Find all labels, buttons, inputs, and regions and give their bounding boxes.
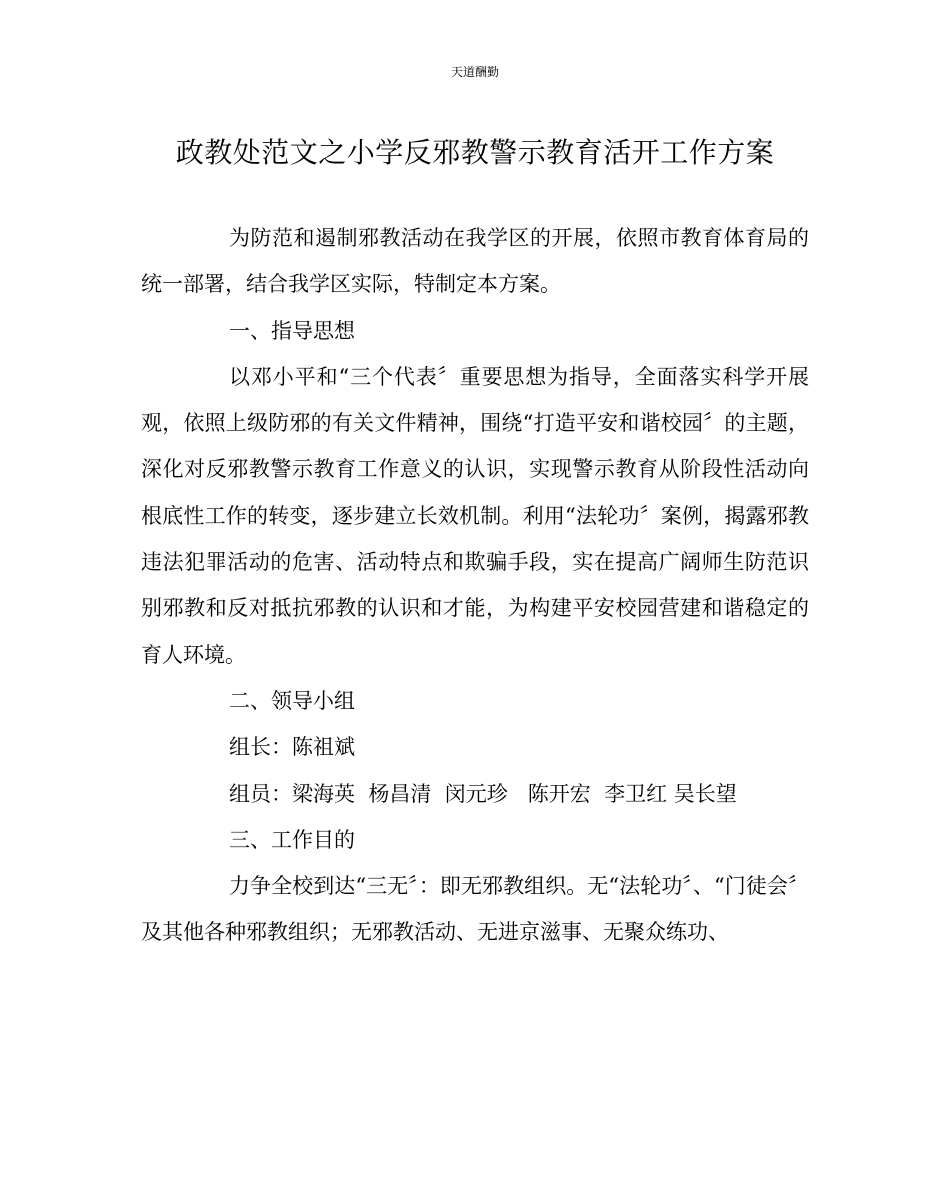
section-heading-leadership-group: 二、领导小组 xyxy=(229,688,355,713)
paragraph-guiding-ideology: 以邓小平和“三个代表〞重要思想为指导，全面落实科学开展观，依照上级防邪的有关文件精神，围绕“打造平安和谐校园〞的主题，深化对反邪教警示教育工作意义的认识，实现警示教育从阶段性活动向根底性工作的转变，逐步建立长效机制。利用“法轮功〞案例，揭露邪教违法犯罪活动的危害、活动特点和欺骗手段，实在提高广阔师生防范识别邪教和反对抵抗邪教的认识和才能，为构建平安校园营建和谐稳定的育人环境。 xyxy=(141,364,809,667)
paragraph-group-members: 组员：梁海英 杨昌清 闵元珍 陈开宏 李卫红 吴长望 xyxy=(229,781,737,806)
paragraph-group-leader: 组长：陈祖斌 xyxy=(229,735,355,760)
paragraph-work-goals: 力争全校到达“三无〞：即无邪教组织。无“法轮功〞、“门徒会〞及其他各种邪教组织；无邪教活动、无进京滋事、无聚众练功、 xyxy=(141,874,809,945)
paragraph-intro: 为防范和遏制邪教活动在我学区的开展，依照市教育体育局的统一部署，结合我学区实际，特制定本方案。 xyxy=(141,226,809,297)
page-header: 天道酬勤 xyxy=(450,65,499,79)
section-heading-guiding-ideology: 一、指导思想 xyxy=(229,318,355,343)
section-heading-work-goals: 三、工作目的 xyxy=(229,827,355,852)
document-title: 政教处范文之小学反邪教警示教育活开工作方案 xyxy=(175,136,775,169)
document-body xyxy=(141,215,809,956)
